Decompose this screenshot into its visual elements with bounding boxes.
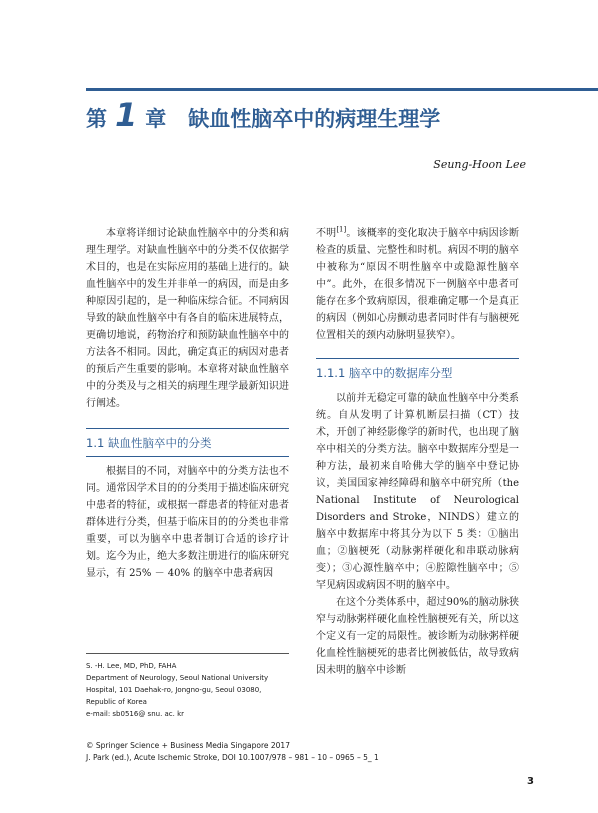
continued-text-rest: 。该概率的变化取决于脑卒中病因诊断检查的质量、完整性和时机。病因不明的脑卒中被称为“原因不明性脑卒中或隐源性脑卒中”。此外，在很多情况下一例脑卒中患者可能存在多个致病原因，很难确定哪一个是真正的病因（例如心房颤动患者同时伴有与脑梗死位置相关的颈内动脉明显狭窄）。 [316, 228, 520, 341]
affiliation-line: Department of Neurology, Seoul National University [86, 674, 269, 682]
page-number: 3 [527, 776, 534, 787]
chapter-title-text: 缺血性脑卒中的病理生理学 [188, 107, 441, 131]
citation-marker: [1] [336, 225, 347, 234]
continued-paragraph [316, 225, 519, 344]
footnote-rule [86, 653, 289, 654]
copyright-line: © Springer Science + Business Media Singapore 2017 [86, 741, 290, 750]
author-affiliation [86, 660, 316, 720]
copyright-block [86, 740, 546, 764]
affiliation-line: Republic of Korea [86, 698, 147, 706]
intro-paragraph: 本章将详细讨论缺血性脑卒中的分类和病理生理学。对缺血性脑卒中的分类不仅依据学术目的，也是在实际应用的基础上进行的。缺血性脑卒中的发生并非单一的病因，而是由多种原因引起的，是一种临床综合征。不同病因导致的缺血性脑卒中有各自的临床进展特点，更确切地说，药物治疗和预防缺血性脑卒中的方法各不相同。因此，确定真正的病因对患者的预后产生重要的影响。本章将对缺血性脑卒中的分类及与之相关的病理生理学最新知识进行阐述。 [86, 228, 289, 409]
author-name: Seung-Hoon Lee [433, 158, 526, 171]
right-column [316, 225, 519, 679]
citation-line: J. Park (ed.), Acute Ischemic Stroke, DOI 10.1007/978 – 981 – 10 – 0965 – 5_ 1 [86, 753, 379, 762]
subsection-paragraph-2: 在这个分类体系中，超过90%的脑动脉狭窄与动脉粥样硬化血栓性脑梗死有关，所以这个定义有一定的局限性。被诊断为动脉粥样硬化血栓性脑梗死的患者比例被低估，故导致病因未明的脑卒中诊断 [316, 597, 519, 676]
chapter-title [86, 96, 440, 136]
chapter-prefix: 第 [86, 107, 107, 131]
left-column [86, 225, 289, 582]
chapter-suffix: 章 [145, 107, 167, 131]
chapter-number: 1 [115, 96, 138, 134]
subsection-heading: 1.1.1 脑卒中的数据库分型 [316, 366, 453, 380]
affiliation-email: e-mail: sb0516@ snu. ac. kr [86, 710, 185, 718]
section-paragraph: 根据目的不同，对脑卒中的分类方法也不同。通常因学术目的的分类用于描述临床研究中患者的特征，或根据一群患者的特征对患者群体进行分类，但基于临床目的的分类也非常重要，可以为脑卒中患者制订合适的诊疗计划。迄今为止，绝大多数注册进行的临床研究显示，有 25% － 40% 的脑卒中患者病因 [86, 466, 289, 579]
affiliation-line: Hospital, 101 Daehak-ro, Jongno-gu, Seoul 03080, [86, 686, 262, 694]
affiliation-line: S. -H. Lee, MD, PhD, FAHA [86, 662, 177, 670]
continued-text-start: 不明 [316, 228, 337, 239]
section-heading: 1.1 缺血性脑卒中的分类 [86, 436, 212, 450]
subsection-paragraph-1: 以前并无稳定可靠的缺血性脑卒中分类系统。自从发明了计算机断层扫描（CT）技术，开创了神经影像学的新时代，也出现了脑卒中相关的分类方法。脑卒中数据库分型是一种方法，最初来自哈佛大学的脑卒中登记协议，美国国家神经障碍和脑卒中研究所（the National Institute of Neurological Disorders and Stroke，NINDS）建立的脑卒中数据库中将其分为以下 5 类：①脑出血；②脑梗死（动脉粥样硬化和串联动脉病变）；③心源性脑卒中；④腔隙性脑卒中；⑤罕见病因或病因不明的脑卒中。 [316, 393, 519, 591]
chapter-top-rule [86, 88, 598, 91]
